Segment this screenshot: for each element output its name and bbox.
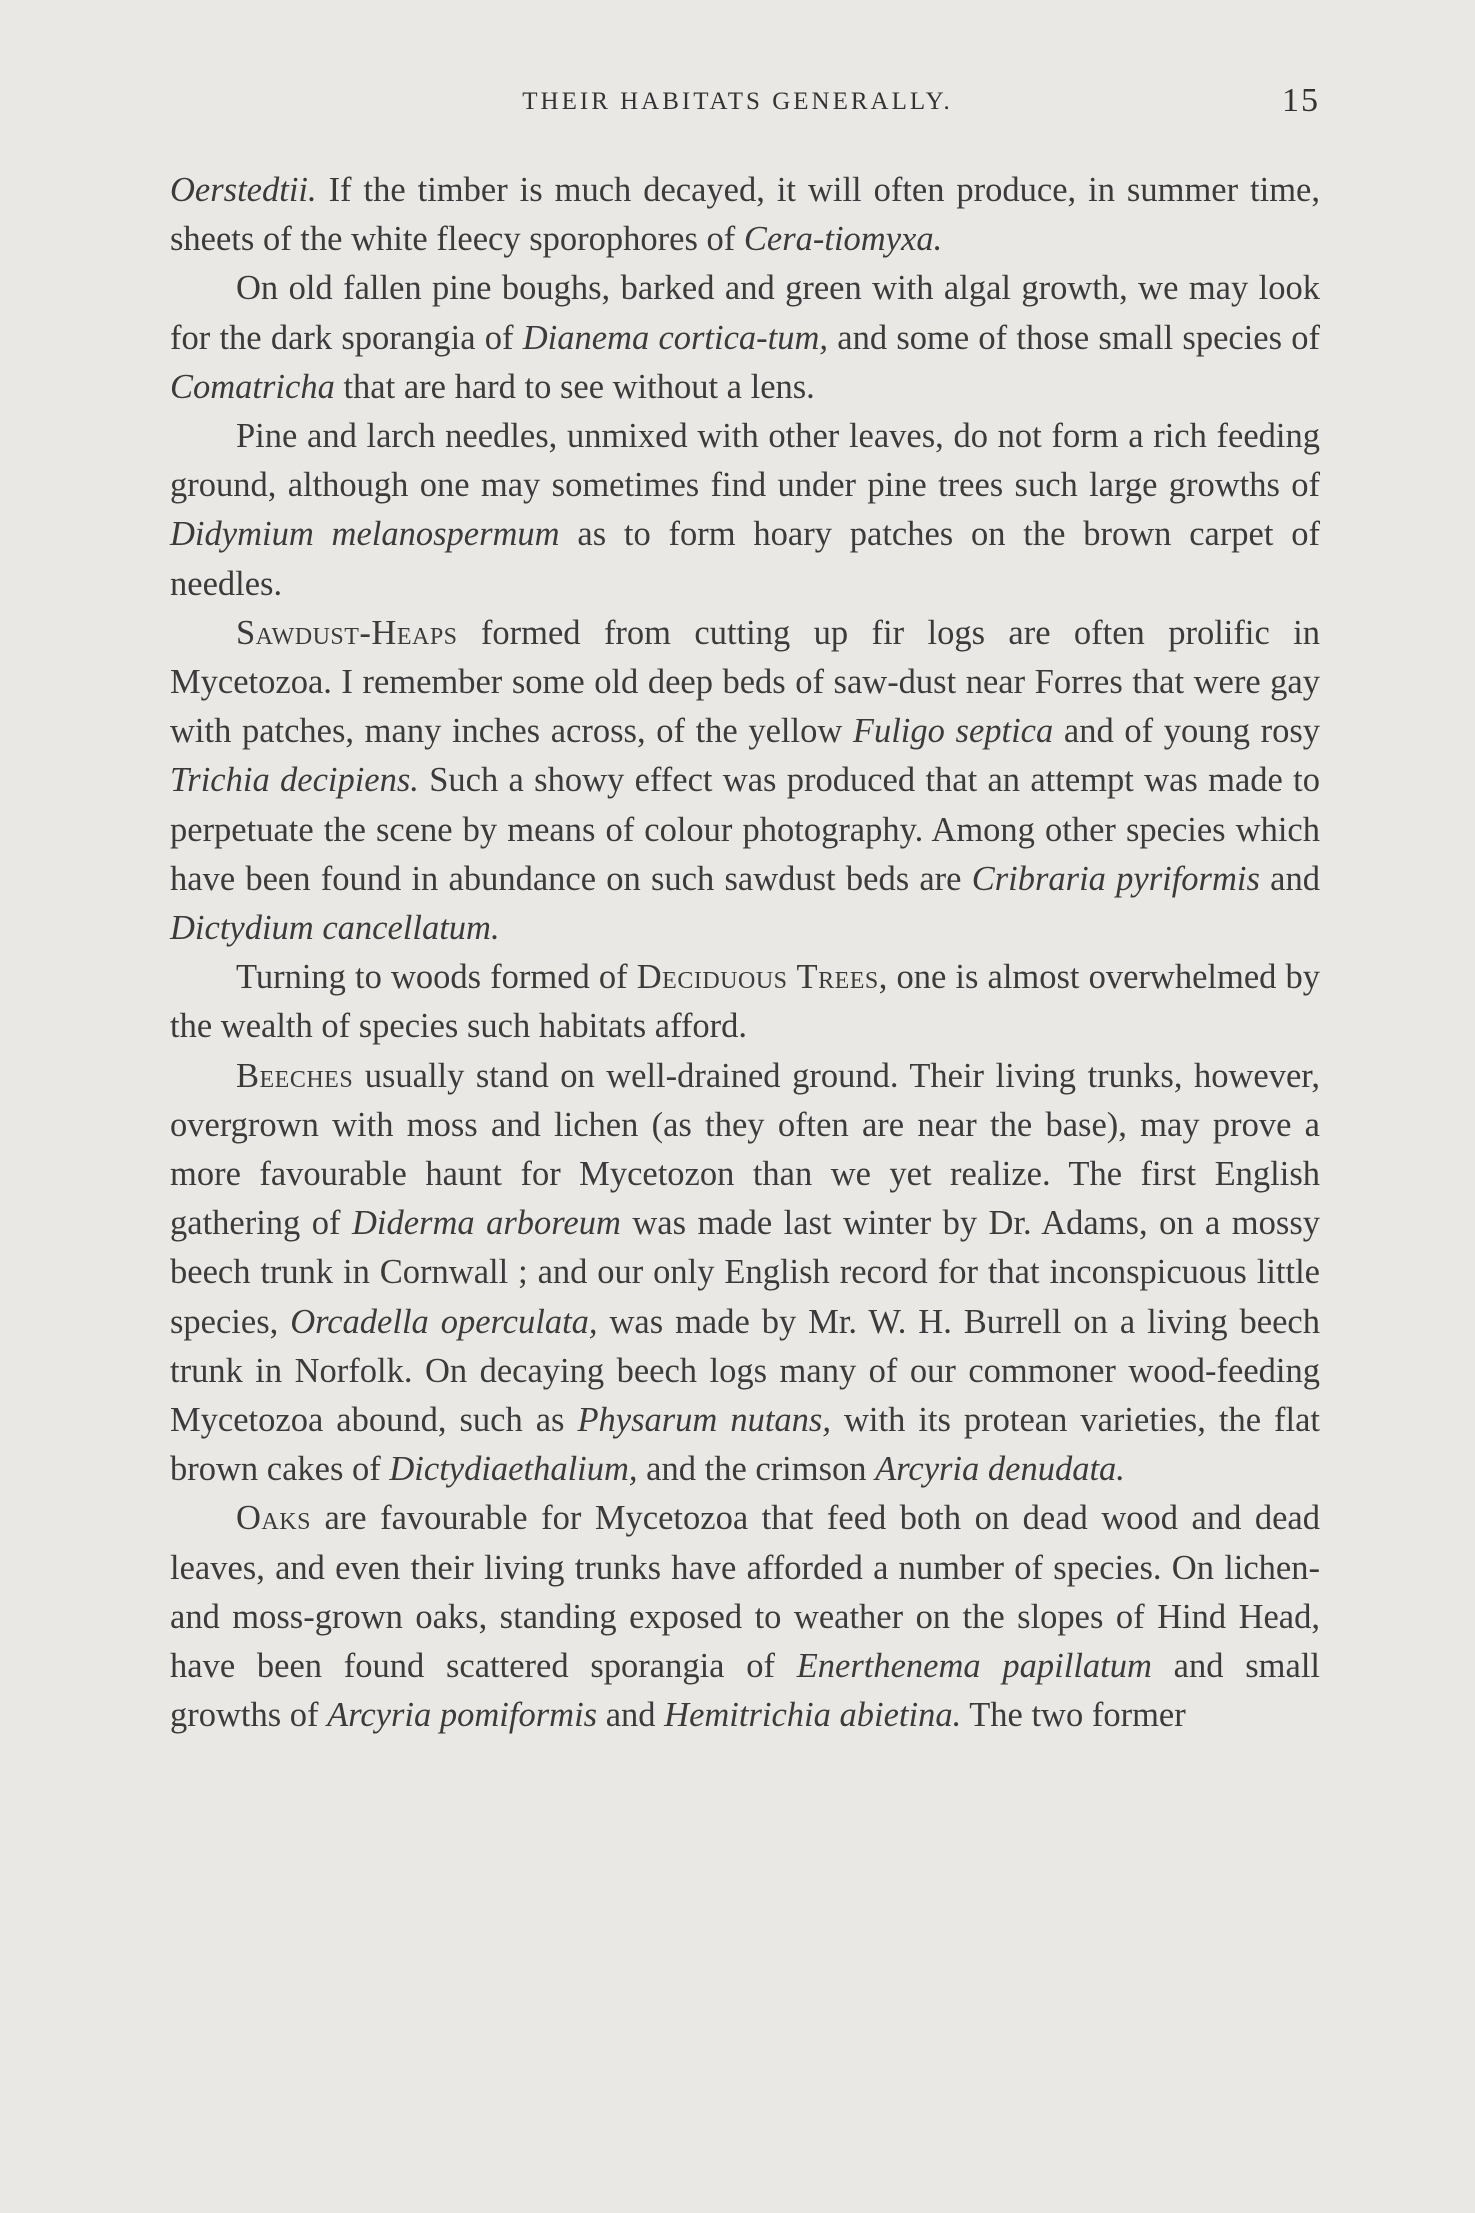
species-name: Trichia decipiens. <box>170 761 419 800</box>
species-name: Fuligo septica <box>852 712 1054 751</box>
species-name: Dianema cortica-tum, <box>522 318 829 357</box>
body-text <box>170 166 1320 1741</box>
text-run: and <box>597 1696 665 1735</box>
text-run: , one is almost overwhelmed by the wealth of species such habitats afford. <box>170 958 1320 1046</box>
text-run: and of young rosy <box>1053 712 1320 751</box>
text-run: and some of those small species of <box>828 318 1321 357</box>
species-name: Oerstedtii. <box>170 171 317 209</box>
paragraph-3 <box>170 412 1320 609</box>
paragraph-7 <box>170 1494 1320 1740</box>
paragraph-6 <box>170 1052 1320 1495</box>
text-run: If the timber is much decayed, it will often produce, in summer time, sheets of the white fleecy sporophores of <box>170 171 1320 259</box>
running-head: THEIR HABITATS GENERALLY. <box>522 88 953 115</box>
species-name: Enerthenema papillatum <box>796 1647 1152 1686</box>
species-name: Didymium melanospermum <box>170 515 560 554</box>
text-run: Such a showy effect was produced that an attempt was made to perpetuate the scene by means of colour photography. Among other species which have been found in abundance on such sawdust beds are <box>170 761 1320 898</box>
text-run: was made last winter by Dr. Adams, on a mossy beech trunk in Cornwall ; and our only English record for that inconspicuous little species, <box>170 1204 1320 1341</box>
section-term: Sawdust-Heaps <box>236 613 458 652</box>
species-name: Dictydium cancellatum. <box>170 909 500 948</box>
species-name: Hemitrichia abietina. <box>664 1696 962 1735</box>
text-run: that are hard to see without a lens. <box>334 367 815 406</box>
species-name: Physarum nutans, <box>577 1401 831 1440</box>
text-run: Turning to woods formed of <box>236 958 637 997</box>
text-run: usually stand on well-drained ground. Their living trunks, however, overgrown with moss and lichen (as they often are near the base), may prove a more favourable haunt for Mycetozon than we yet realize. The first English gathering of <box>170 1056 1320 1243</box>
text-run: and <box>1259 859 1320 898</box>
paragraph-1 <box>170 166 1320 264</box>
text-run: Pine and larch needles, unmixed with other leaves, do not form a rich feeding ground, although one may sometimes find under pine trees such large growths of <box>170 417 1320 505</box>
text-run: was made by Mr. W. H. Burrell on a living beech trunk in Norfolk. On decaying beech logs many of our commoner wood-feeding Mycetozoa abound, such as <box>170 1302 1320 1440</box>
text-run: On old fallen pine boughs, barked and green with algal growth, we may look for the dark sporangia of <box>170 269 1320 357</box>
species-name: Arcyria denudata. <box>875 1450 1125 1489</box>
paragraph-5 <box>170 953 1320 1051</box>
species-name: Arcyria pomiformis <box>327 1696 598 1735</box>
text-run: formed from cutting up fir logs are often prolific in Mycetozoa. I remember some old deep beds of saw-dust near Forres that were gay with patches, many inches across, of the yellow <box>170 613 1320 751</box>
text-run: are favourable for Mycetozoa that feed both on dead wood and dead leaves, and even their living trunks have afforded a number of species. On lichen- and moss-grown oaks, standing exposed to weather on the slopes of Hind Head, have been found scattered sporangia of <box>170 1499 1320 1686</box>
page-number: 15 <box>1282 82 1320 119</box>
text-run: The two former <box>961 1696 1186 1735</box>
paragraph-2 <box>170 264 1320 412</box>
section-term: Beeches <box>236 1056 354 1095</box>
species-name: Cribraria pyriformis <box>971 859 1260 898</box>
paragraph-4 <box>170 609 1320 953</box>
species-name: Comatricha <box>170 367 335 406</box>
species-name: Orcadella operculata, <box>290 1302 598 1341</box>
text-run: and small growths of <box>170 1647 1320 1735</box>
species-name: Cera-tiomyxa. <box>743 220 943 259</box>
species-name: Diderma arboreum <box>351 1204 621 1243</box>
section-term: Oaks <box>236 1499 311 1538</box>
text-run: with its protean varieties, the flat brown cakes of <box>170 1401 1320 1489</box>
text-run: as to form hoary patches on the brown carpet of needles. <box>170 515 1320 603</box>
text-run: and the crimson <box>637 1450 876 1489</box>
species-name: Dictydiaethalium, <box>389 1450 638 1489</box>
section-term: Deciduous Trees <box>636 958 879 997</box>
